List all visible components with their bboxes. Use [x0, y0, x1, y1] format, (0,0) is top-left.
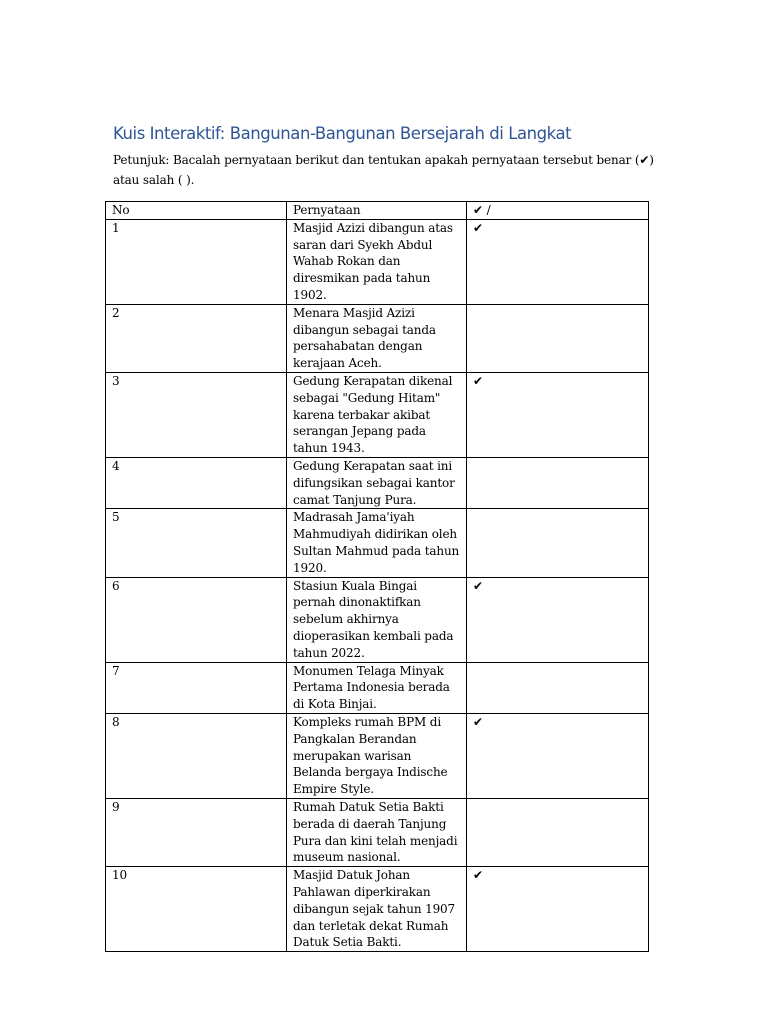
row-number: 1 [106, 219, 287, 304]
row-number: 10 [106, 867, 287, 952]
row-answer-cell[interactable] [467, 509, 649, 577]
table-row [106, 713, 649, 798]
row-number: 3 [106, 372, 287, 457]
row-number: 5 [106, 509, 287, 577]
row-statement: Masjid Azizi dibangun atas saran dari Syekh Abdul Wahab Rokan dan diresmikan pada tahun 1902. [287, 219, 467, 304]
table-row [106, 372, 649, 457]
row-answer-cell[interactable]: ✔ [467, 713, 649, 798]
instructions-text: Petunjuk: Bacalah pernyataan berikut dan tentukan apakah pernyataan tersebut benar (✔) atau salah ( ). [113, 153, 654, 187]
table-row [106, 509, 649, 577]
row-answer-cell[interactable]: ✔ [467, 219, 649, 304]
column-header-statement: Pernyataan [287, 202, 467, 220]
row-answer-cell[interactable]: ✔ [467, 867, 649, 952]
row-number: 4 [106, 457, 287, 508]
table-row [106, 798, 649, 866]
row-statement: Madrasah Jama'iyah Mahmudiyah didirikan oleh Sultan Mahmud pada tahun 1920. [287, 509, 467, 577]
row-number: 8 [106, 713, 287, 798]
row-statement: Stasiun Kuala Bingai pernah dinonaktifkan sebelum akhirnya dioperasikan kembali pada tahun 2022. [287, 577, 467, 662]
row-number: 6 [106, 577, 287, 662]
table-row [106, 662, 649, 713]
document-title: Kuis Interaktif: Bangunan-Bangunan Bersejarah di Langkat [113, 124, 572, 143]
table-row [106, 457, 649, 508]
row-statement: Monumen Telaga Minyak Pertama Indonesia berada di Kota Binjai. [287, 662, 467, 713]
row-number: 2 [106, 304, 287, 372]
row-answer-cell[interactable]: ✔ [467, 577, 649, 662]
row-answer-cell[interactable]: ✔ [467, 372, 649, 457]
table-header-row [106, 202, 649, 220]
row-number: 9 [106, 798, 287, 866]
row-statement: Kompleks rumah BPM di Pangkalan Berandan merupakan warisan Belanda bergaya Indische Empire Style. [287, 713, 467, 798]
column-header-check: ✔ / [467, 202, 649, 220]
row-answer-cell[interactable] [467, 662, 649, 713]
row-number: 7 [106, 662, 287, 713]
table-row [106, 304, 649, 372]
row-statement: Menara Masjid Azizi dibangun sebagai tanda persahabatan dengan kerajaan Aceh. [287, 304, 467, 372]
row-answer-cell[interactable] [467, 457, 649, 508]
row-statement: Gedung Kerapatan saat ini difungsikan sebagai kantor camat Tanjung Pura. [287, 457, 467, 508]
table-row [106, 219, 649, 304]
row-statement: Masjid Datuk Johan Pahlawan diperkirakan dibangun sejak tahun 1907 dan terletak dekat Rumah Datuk Setia Bakti. [287, 867, 467, 952]
table-row [106, 577, 649, 662]
table-row [106, 867, 649, 952]
row-statement: Gedung Kerapatan dikenal sebagai "Gedung Hitam" karena terbakar akibat serangan Jepang pada tahun 1943. [287, 372, 467, 457]
row-statement: Rumah Datuk Setia Bakti berada di daerah Tanjung Pura dan kini telah menjadi museum nasional. [287, 798, 467, 866]
row-answer-cell[interactable] [467, 304, 649, 372]
column-header-no: No [106, 202, 287, 220]
quiz-table [105, 201, 649, 952]
row-answer-cell[interactable] [467, 798, 649, 866]
